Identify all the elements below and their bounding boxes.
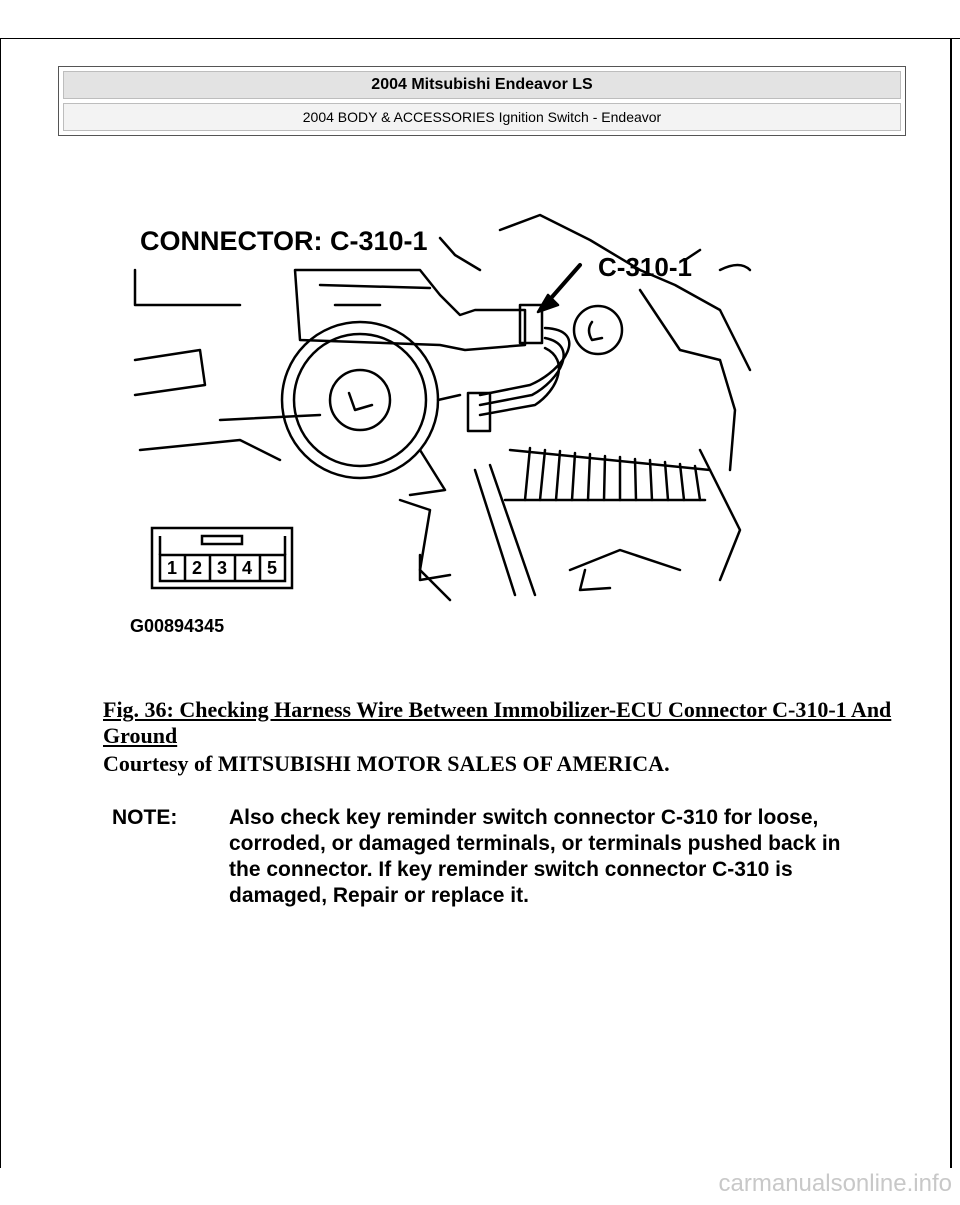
pin-number-2: 2 (191, 558, 203, 578)
callout-label: C-310-1 (598, 252, 692, 282)
watermark-bar (0, 1168, 960, 1205)
figure-caption (103, 697, 903, 777)
pin-number-4: 4 (241, 558, 253, 578)
document-header (58, 66, 906, 136)
note-text: Also check key reminder switch connector C-310 for loose, corroded, or damaged terminals, or terminals pushed back in the connector. If key reminder switch connector C-310 is damaged, Repair or replace it. (229, 806, 841, 907)
connector-label: CONNECTOR: C-310-1 (140, 226, 428, 256)
ignition-switch-figure (120, 210, 760, 650)
page-frame-top (0, 38, 960, 39)
figure-code: G00894345 (130, 616, 225, 636)
pin-number-3: 3 (216, 558, 228, 578)
watermark-text: carmanualsonline.info (718, 1170, 952, 1197)
caption-title[interactable]: Fig. 36: Checking Harness Wire Between Immobilizer-ECU Connector C-310-1 And Ground (103, 697, 892, 748)
caption-courtesy: Courtesy of MITSUBISHI MOTOR SALES OF AMERICA. (103, 751, 670, 776)
header-subtitle: 2004 BODY & ACCESSORIES Ignition Switch - Endeavor (63, 103, 901, 131)
pin-number-1: 1 (166, 558, 178, 578)
header-title: 2004 Mitsubishi Endeavor LS (63, 71, 901, 99)
page-frame-left (0, 38, 1, 1168)
page-frame-right (950, 38, 952, 1168)
note-label: NOTE: (112, 806, 178, 829)
pin-number-5: 5 (266, 558, 278, 578)
